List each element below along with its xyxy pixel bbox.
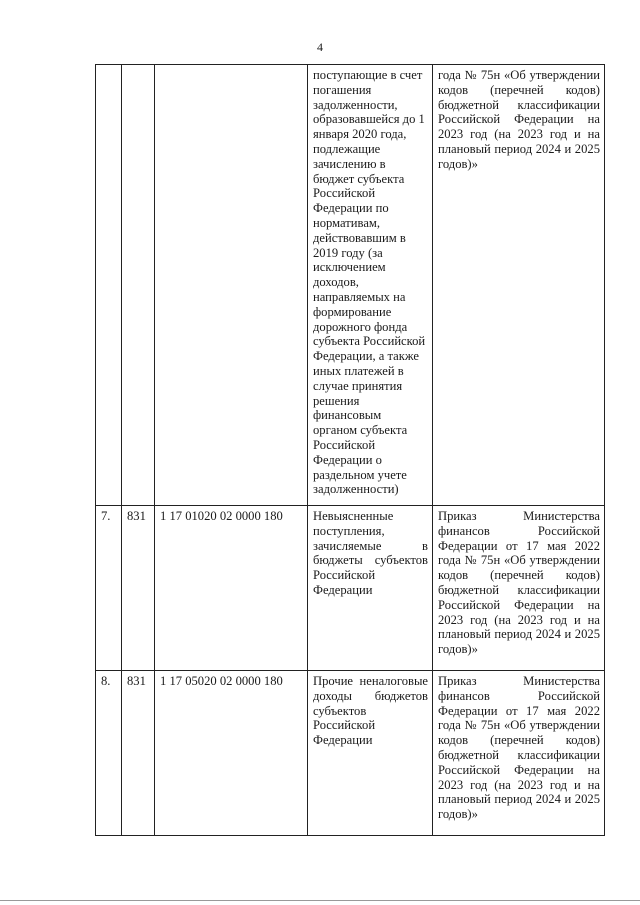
revenue-name-cell: Прочие неналоговые доходы бюджетов субъектов Российской Федерации [308, 671, 433, 836]
table-row [96, 506, 605, 671]
revenue-name-cell: Невыясненные поступления, зачисляемые в бюджеты субъектов Российской Федерации [308, 506, 433, 671]
admin-code-cell [122, 65, 155, 506]
budget-code-cell: 1 17 01020 02 0000 180 [155, 506, 308, 671]
budget-code-cell [155, 65, 308, 506]
budget-code-cell: 1 17 05020 02 0000 180 [155, 671, 308, 836]
table-row [96, 65, 605, 506]
legal-basis-cell: Приказ Министерства финансов Российской Федерации от 17 мая 2022 года № 75н «Об утверждении кодов (перечней кодов) бюджетной классификации Российской Федерации на 2023 год (на 2023 год и на плановый период 2024 и 2025 годов)» [433, 671, 605, 836]
row-number-cell [96, 65, 122, 506]
row-number-cell: 7. [96, 506, 122, 671]
admin-code-cell: 831 [122, 506, 155, 671]
revenue-name-cell: поступающие в счет погашения задолженности, образовавшейся до 1 января 2020 года, подлежащие зачислению в бюджет субъекта Российской Федерации по нормативам, действовавшим в 2019 году (за исключением доходов, направляемых на формирование дорожного фонда субъекта Российской Федерации, а также иных платежей в случае принятия решения финансовым органом субъекта Российской Федерации о раздельном учете задолженности) [308, 65, 433, 506]
row-number-cell: 8. [96, 671, 122, 836]
legal-basis-cell: Приказ Министерства финансов Российской Федерации от 17 мая 2022 года № 75н «Об утверждении кодов (перечней кодов) бюджетной классификации Российской Федерации на 2023 год (на 2023 год и на плановый период 2024 и 2025 годов)» [433, 506, 605, 671]
page-number: 4 [317, 40, 323, 54]
table-row [96, 671, 605, 836]
admin-code-cell: 831 [122, 671, 155, 836]
page-edge-line [0, 900, 640, 901]
revenue-codes-table [95, 64, 605, 836]
legal-basis-cell: года № 75н «Об утверждении кодов (перечней кодов) бюджетной классификации Российской Федерации на 2023 год (на 2023 год и на плановый период 2024 и 2025 годов)» [433, 65, 605, 506]
